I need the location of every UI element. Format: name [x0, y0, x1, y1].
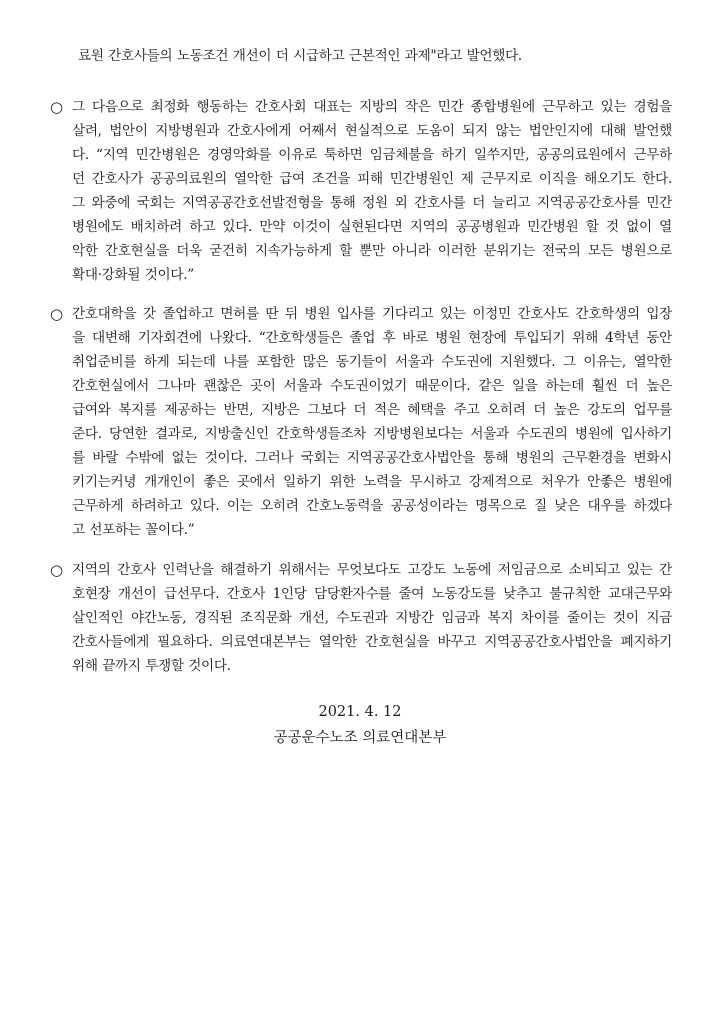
paragraph-line: 악한 간호현실을 더욱 굳건히 지속가능하게 할 뿐만 아니라 이러한 분위기는 전국의 모든 병원으로 — [72, 243, 672, 259]
bullet-icon: ○ — [50, 561, 64, 579]
paragraph-line: 고 선포하는 꼴이다.” — [72, 522, 195, 538]
bullet-icon: ○ — [50, 98, 64, 116]
document-date: 2021. 4. 12 — [318, 704, 402, 720]
paragraph-line: 그 와중에 국회는 지역공공간호선발전형을 통해 정원 외 간호사를 더 늘리고 지역공공간호사를 민간 — [72, 195, 672, 211]
paragraph-line: 근무하게 하려하고 있다. 이는 오히려 간호노동력을 공공성이라는 명목으로 질 낮은 대우를 하겠다 — [72, 498, 672, 514]
paragraph-line: 위해 끝까지 투쟁할 것이다. — [72, 658, 231, 674]
paragraph-line: 그 다음으로 최정화 행동하는 간호사회 대표는 지방의 작은 민간 종합병원에 근무하고 있는 경험을 — [72, 99, 672, 115]
paragraph-line: 살려, 법안이 지방병원과 간호사에게 어째서 현실적으로 도움이 되지 않는 법안인지에 대해 발언했 — [72, 123, 672, 139]
paragraph-line: 병원에도 배치하려 하고 있다. 만약 이것이 실현된다면 지역의 공공병원과 민간병원 할 것 없이 열 — [72, 219, 672, 235]
paragraph-line: 다. “지역 민간병원은 경영악화를 이유로 툭하면 임금체불을 하기 일쑤지만, 공공의료원에서 근무하 — [72, 147, 672, 163]
paragraph-line: 을 대변해 기자회견에 나왔다. “간호학생들은 졸업 후 바로 병원 현장에 투입되기 위해 4학년 동안 — [72, 330, 672, 346]
paragraph-line: 취업준비를 하게 되는데 나를 포함한 많은 동기들이 서울과 수도권에 지원했다. 그 이유는, 열악한 — [72, 354, 672, 370]
paragraph-line: 던 간호사가 공공의료원의 열악한 급여 조건을 피해 민간병원인 제 근무지로 이직을 해오기도 한다. — [72, 171, 672, 187]
document-signature: 공공운수노조 의료연대본부 — [273, 730, 447, 746]
paragraph-line: 살인적인 야간노동, 경직된 조직문화 개선, 수도권과 지방간 임금과 복지 차이를 줄이는 것이 지금 — [72, 610, 672, 626]
paragraph-line: 지역의 간호사 인력난을 해결하기 위해서는 무엇보다도 고강도 노동에 저임금으로 소비되고 있는 간 — [72, 562, 672, 578]
paragraph-line: 준다. 당연한 결과로, 지방출신인 간호학생들조차 지방병원보다는 서울과 수도권의 병원에 입사하기 — [72, 426, 672, 442]
paragraph-line: 를 바랄 수밖에 없는 것이다. 그러나 국회는 지역공공간호사법안을 통해 병원의 근무환경을 변화시 — [72, 450, 672, 466]
paragraph-line: 간호사들에게 필요하다. 의료연대본부는 열악한 간호현실을 바꾸고 지역공공간호사법안을 폐지하기 — [72, 634, 672, 650]
intro-line: 료원 간호사들의 노동조건 개선이 더 시급하고 근본적인 과제"라고 발언했다. — [78, 48, 522, 64]
bullet-icon: ○ — [50, 305, 64, 323]
paragraph-line: 키기는커녕 개개인이 좋은 곳에서 일하기 위한 노력을 무시하고 강제적으로 처우가 안좋은 병원에 — [72, 474, 672, 490]
paragraph-line: 확대·강화될 것이다.” — [72, 267, 194, 283]
paragraph-line: 급여와 복지를 제공하는 반면, 지방은 그보다 더 적은 혜택을 주고 오히려 더 높은 강도의 업무를 — [72, 402, 672, 418]
paragraph-line: 간호대학을 갓 졸업하고 면허를 딴 뒤 병원 입사를 기다리고 있는 이정민 간호사도 간호학생의 입장 — [72, 306, 672, 322]
paragraph-line: 호현장 개선이 급선무다. 간호사 1인당 담당환자수를 줄여 노동강도를 낮추고 불규칙한 교대근무와 — [72, 586, 672, 602]
paragraph-line: 간호현실에서 그나마 괜찮은 곳이 서울과 수도권이었기 때문이다. 같은 일을 하는데 훨씬 더 높은 — [72, 378, 672, 394]
